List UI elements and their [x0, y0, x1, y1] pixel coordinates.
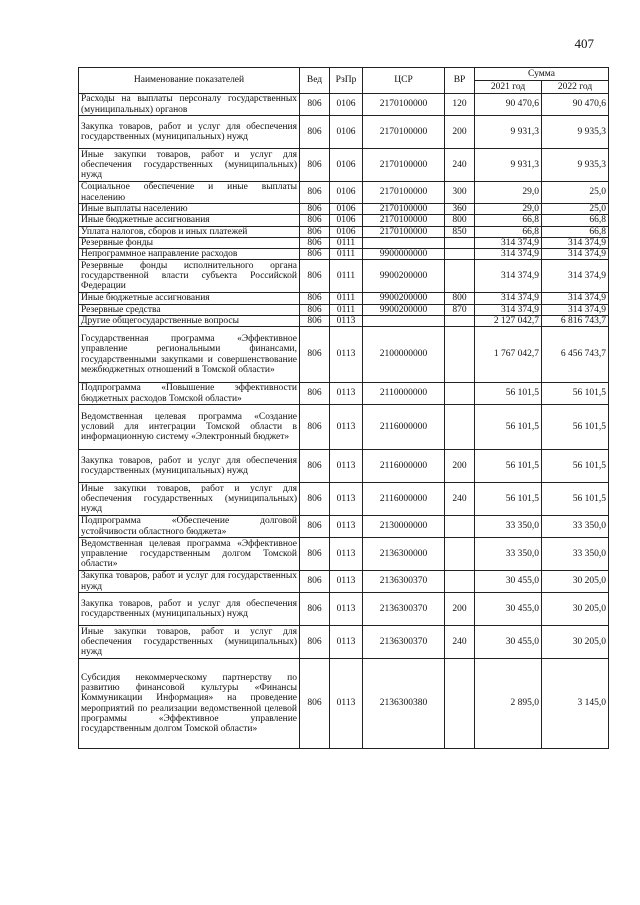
row-vr: 240 — [445, 149, 475, 182]
row-vr — [445, 538, 475, 571]
row-rzpr: 0106 — [330, 182, 363, 204]
table-row — [79, 116, 609, 149]
row-rzpr: 0111 — [330, 249, 363, 260]
row-name: Иные закупки товаров, работ и услуг для обеспечения государственных (муниципальных) нужд — [79, 483, 300, 516]
table-row — [79, 182, 609, 204]
table-row — [79, 226, 609, 237]
row-rzpr: 0113 — [330, 626, 363, 659]
row-rzpr: 0113 — [330, 327, 363, 383]
row-name: Подпрограмма «Повышение эффективности бюджетных расходов Томской области» — [79, 383, 300, 405]
row-csr: 2116000000 — [363, 450, 445, 483]
row-rzpr: 0113 — [330, 483, 363, 516]
row-ved: 806 — [300, 249, 330, 260]
table-row — [79, 405, 609, 450]
row-rzpr: 0106 — [330, 116, 363, 149]
row-sum-2022: 25,0 — [542, 182, 609, 204]
row-csr: 2170100000 — [363, 182, 445, 204]
table-row — [79, 516, 609, 538]
row-sum-2022: 314 374,9 — [542, 237, 609, 248]
row-csr: 2170100000 — [363, 116, 445, 149]
row-csr: 2170100000 — [363, 204, 445, 215]
row-csr: 2170100000 — [363, 215, 445, 226]
row-rzpr: 0111 — [330, 293, 363, 304]
row-ved: 806 — [300, 383, 330, 405]
table-row — [79, 626, 609, 659]
row-name: Другие общегосударственные вопросы — [79, 315, 300, 326]
row-vr — [445, 237, 475, 248]
row-ved: 806 — [300, 593, 330, 626]
row-sum-2021: 2 127 042,7 — [475, 315, 542, 326]
table-row — [79, 450, 609, 483]
row-sum-2021: 314 374,9 — [475, 249, 542, 260]
header-sum: Сумма — [475, 68, 609, 81]
row-sum-2022: 6 816 743,7 — [542, 315, 609, 326]
row-ved: 806 — [300, 260, 330, 293]
row-rzpr: 0113 — [330, 593, 363, 626]
row-sum-2021: 30 455,0 — [475, 626, 542, 659]
row-name: Резервные фонды — [79, 237, 300, 248]
row-csr: 2136300380 — [363, 659, 445, 749]
row-rzpr: 0113 — [330, 383, 363, 405]
header-name: Наименование показателей — [79, 68, 300, 94]
row-sum-2022: 9 935,3 — [542, 149, 609, 182]
row-csr: 2110000000 — [363, 383, 445, 405]
row-sum-2022: 314 374,9 — [542, 260, 609, 293]
row-csr: 2116000000 — [363, 483, 445, 516]
row-sum-2021: 90 470,6 — [475, 94, 542, 116]
table-row — [79, 327, 609, 383]
row-csr: 2170100000 — [363, 149, 445, 182]
row-vr: 360 — [445, 204, 475, 215]
row-name: Иные выплаты населению — [79, 204, 300, 215]
row-rzpr: 0113 — [330, 538, 363, 571]
header-rzpr: РзПр — [330, 68, 363, 94]
row-vr: 850 — [445, 226, 475, 237]
row-sum-2022: 3 145,0 — [542, 659, 609, 749]
table-row — [79, 483, 609, 516]
row-csr: 2100000000 — [363, 327, 445, 383]
table-row — [79, 593, 609, 626]
row-sum-2022: 314 374,9 — [542, 249, 609, 260]
row-vr — [445, 249, 475, 260]
table-row — [79, 215, 609, 226]
row-ved: 806 — [300, 215, 330, 226]
row-vr: 200 — [445, 450, 475, 483]
row-csr — [363, 315, 445, 326]
row-sum-2021: 314 374,9 — [475, 293, 542, 304]
row-sum-2022: 25,0 — [542, 204, 609, 215]
row-sum-2022: 9 935,3 — [542, 116, 609, 149]
row-csr: 2136300370 — [363, 626, 445, 659]
row-csr: 9900000000 — [363, 249, 445, 260]
row-ved: 806 — [300, 293, 330, 304]
table-header — [79, 68, 609, 94]
row-rzpr: 0113 — [330, 659, 363, 749]
row-vr: 870 — [445, 304, 475, 315]
row-ved: 806 — [300, 226, 330, 237]
row-csr: 2130000000 — [363, 516, 445, 538]
row-rzpr: 0106 — [330, 226, 363, 237]
table-row — [79, 315, 609, 326]
row-ved: 806 — [300, 204, 330, 215]
row-name: Субсидия некоммерческому партнерству по развитию финансовой культуры «Финансы Коммуникации Информация» на проведение мероприятий по реализации ведомственной целевой программы «Эффективное управление государственным долгом Томской области» — [79, 659, 300, 749]
table-row — [79, 571, 609, 593]
table-row — [79, 237, 609, 248]
row-csr: 9900200000 — [363, 293, 445, 304]
row-name: Иные закупки товаров, работ и услуг для обеспечения государственных (муниципальных) нужд — [79, 149, 300, 182]
row-name: Закупка товаров, работ и услуг для обеспечения государственных (муниципальных) нужд — [79, 593, 300, 626]
row-sum-2022: 33 350,0 — [542, 538, 609, 571]
row-sum-2022: 33 350,0 — [542, 516, 609, 538]
row-ved: 806 — [300, 571, 330, 593]
row-ved: 806 — [300, 94, 330, 116]
table-row — [79, 383, 609, 405]
row-rzpr: 0113 — [330, 571, 363, 593]
row-ved: 806 — [300, 315, 330, 326]
row-csr — [363, 237, 445, 248]
row-rzpr: 0106 — [330, 215, 363, 226]
header-csr: ЦСР — [363, 68, 445, 94]
header-year-2022: 2022 год — [542, 81, 609, 94]
table-row — [79, 249, 609, 260]
row-rzpr: 0111 — [330, 237, 363, 248]
row-sum-2022: 56 101,5 — [542, 383, 609, 405]
row-name: Ведомственная целевая программа «Создание условий для интеграции Томской области в информационную систему «Электронный бюджет» — [79, 405, 300, 450]
table-row — [79, 659, 609, 749]
row-csr: 9900200000 — [363, 260, 445, 293]
row-name: Расходы на выплаты персоналу государственных (муниципальных) органов — [79, 94, 300, 116]
row-rzpr: 0106 — [330, 149, 363, 182]
row-sum-2022: 90 470,6 — [542, 94, 609, 116]
row-sum-2021: 2 895,0 — [475, 659, 542, 749]
row-name: Иные закупки товаров, работ и услуг для обеспечения государственных (муниципальных) нужд — [79, 626, 300, 659]
row-vr — [445, 315, 475, 326]
row-sum-2021: 30 455,0 — [475, 571, 542, 593]
row-rzpr: 0113 — [330, 405, 363, 450]
row-sum-2021: 56 101,5 — [475, 383, 542, 405]
table-row — [79, 204, 609, 215]
row-ved: 806 — [300, 116, 330, 149]
table-row — [79, 260, 609, 293]
row-name: Ведомственная целевая программа «Эффективное управление государственным долгом Томской области» — [79, 538, 300, 571]
row-name: Государственная программа «Эффективное управление региональными финансами, государственными закупками и совершенствование межбюджетных отношений в Томской области» — [79, 327, 300, 383]
row-sum-2021: 29,0 — [475, 204, 542, 215]
row-rzpr: 0113 — [330, 450, 363, 483]
header-ved: Вед — [300, 68, 330, 94]
row-ved: 806 — [300, 149, 330, 182]
row-sum-2022: 66,8 — [542, 215, 609, 226]
row-sum-2021: 1 767 042,7 — [475, 327, 542, 383]
row-csr: 9900200000 — [363, 304, 445, 315]
row-vr: 800 — [445, 293, 475, 304]
row-sum-2021: 66,8 — [475, 226, 542, 237]
row-vr — [445, 571, 475, 593]
row-name: Непрограммное направление расходов — [79, 249, 300, 260]
row-vr: 300 — [445, 182, 475, 204]
table-row — [79, 538, 609, 571]
row-sum-2022: 56 101,5 — [542, 483, 609, 516]
row-name: Уплата налогов, сборов и иных платежей — [79, 226, 300, 237]
table-row — [79, 293, 609, 304]
row-ved: 806 — [300, 659, 330, 749]
row-name: Подпрограмма «Обеспечение долговой устойчивости областного бюджета» — [79, 516, 300, 538]
table-row — [79, 94, 609, 116]
row-vr: 800 — [445, 215, 475, 226]
row-ved: 806 — [300, 538, 330, 571]
row-sum-2021: 9 931,3 — [475, 149, 542, 182]
row-sum-2022: 56 101,5 — [542, 405, 609, 450]
row-name: Резервные средства — [79, 304, 300, 315]
row-vr: 240 — [445, 626, 475, 659]
row-sum-2022: 314 374,9 — [542, 304, 609, 315]
row-vr — [445, 659, 475, 749]
row-ved: 806 — [300, 450, 330, 483]
row-sum-2022: 66,8 — [542, 226, 609, 237]
row-vr — [445, 516, 475, 538]
row-ved: 806 — [300, 182, 330, 204]
budget-table — [78, 67, 609, 749]
row-rzpr: 0111 — [330, 304, 363, 315]
row-name: Закупка товаров, работ и услуг для обеспечения государственных (муниципальных) нужд — [79, 450, 300, 483]
row-sum-2021: 56 101,5 — [475, 450, 542, 483]
row-csr: 2170100000 — [363, 94, 445, 116]
row-sum-2021: 314 374,9 — [475, 260, 542, 293]
table-row — [79, 149, 609, 182]
row-csr: 2136300370 — [363, 593, 445, 626]
row-rzpr: 0106 — [330, 204, 363, 215]
row-vr — [445, 327, 475, 383]
row-rzpr: 0113 — [330, 516, 363, 538]
header-year-2021: 2021 год — [475, 81, 542, 94]
row-vr — [445, 260, 475, 293]
row-csr: 2116000000 — [363, 405, 445, 450]
row-vr: 200 — [445, 116, 475, 149]
row-name: Закупка товаров, работ и услуг для государственных нужд — [79, 571, 300, 593]
row-name: Иные бюджетные ассигнования — [79, 215, 300, 226]
row-rzpr: 0111 — [330, 260, 363, 293]
row-sum-2021: 314 374,9 — [475, 237, 542, 248]
table-row — [79, 304, 609, 315]
table-body — [79, 94, 609, 749]
row-ved: 806 — [300, 483, 330, 516]
row-name: Социальное обеспечение и иные выплаты населению — [79, 182, 300, 204]
row-csr: 2136300000 — [363, 538, 445, 571]
row-sum-2022: 314 374,9 — [542, 293, 609, 304]
row-rzpr: 0106 — [330, 94, 363, 116]
row-name: Иные бюджетные ассигнования — [79, 293, 300, 304]
row-rzpr: 0113 — [330, 315, 363, 326]
row-vr: 120 — [445, 94, 475, 116]
row-ved: 806 — [300, 405, 330, 450]
row-sum-2021: 66,8 — [475, 215, 542, 226]
row-name: Закупка товаров, работ и услуг для обеспечения государственных (муниципальных) нужд — [79, 116, 300, 149]
row-ved: 806 — [300, 516, 330, 538]
row-ved: 806 — [300, 237, 330, 248]
row-vr: 200 — [445, 593, 475, 626]
header-vr: ВР — [445, 68, 475, 94]
row-sum-2022: 6 456 743,7 — [542, 327, 609, 383]
row-sum-2022: 30 205,0 — [542, 626, 609, 659]
row-sum-2021: 33 350,0 — [475, 516, 542, 538]
row-ved: 806 — [300, 626, 330, 659]
row-sum-2021: 33 350,0 — [475, 538, 542, 571]
row-vr — [445, 383, 475, 405]
row-vr — [445, 405, 475, 450]
row-sum-2022: 56 101,5 — [542, 450, 609, 483]
row-ved: 806 — [300, 304, 330, 315]
row-sum-2021: 56 101,5 — [475, 405, 542, 450]
row-name: Резервные фонды исполнительного органа государственной власти субъекта Российской Федерации — [79, 260, 300, 293]
row-ved: 806 — [300, 327, 330, 383]
page-number: 407 — [574, 36, 594, 51]
row-sum-2021: 314 374,9 — [475, 304, 542, 315]
row-csr: 2170100000 — [363, 226, 445, 237]
row-sum-2021: 29,0 — [475, 182, 542, 204]
row-sum-2022: 30 205,0 — [542, 593, 609, 626]
row-vr: 240 — [445, 483, 475, 516]
row-sum-2021: 30 455,0 — [475, 593, 542, 626]
row-sum-2021: 56 101,5 — [475, 483, 542, 516]
row-sum-2022: 30 205,0 — [542, 571, 609, 593]
row-sum-2021: 9 931,3 — [475, 116, 542, 149]
row-csr: 2136300370 — [363, 571, 445, 593]
